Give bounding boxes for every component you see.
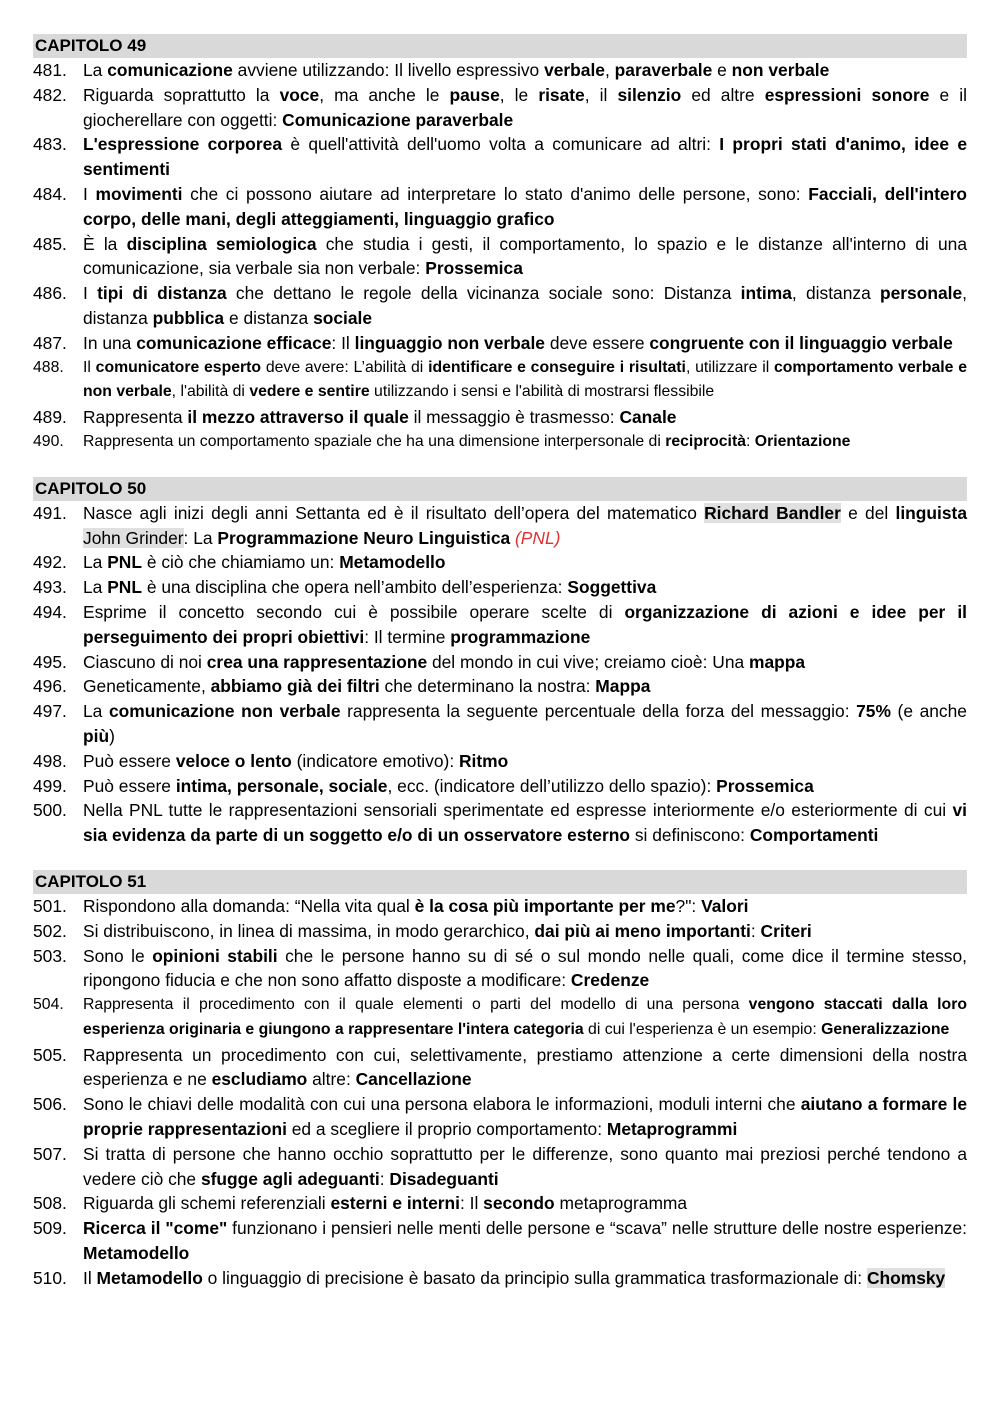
bold-text: Generalizzazione xyxy=(821,1020,950,1038)
item-text: La PNL è ciò che chiamiamo un: Metamodello xyxy=(83,552,446,573)
list-item xyxy=(33,281,967,331)
item-text: Il Metamodello o linguaggio di precisione è basato da principio sulla grammatica trasformazionale di: Chomsky xyxy=(83,1267,946,1288)
bold-text: crea una rappresentazione xyxy=(206,651,428,672)
item-text: L'espressione corporea è quell'attività dell'uomo volta a comunicare ad altri: I propri stati d'animo, idee e sentimenti xyxy=(83,134,967,180)
highlighted-name: Richard Bandler xyxy=(704,502,841,523)
bold-text: non verbale xyxy=(731,60,830,80)
bold-text: Soggettiva xyxy=(567,577,657,598)
item-text: Rappresenta il procedimento con il quale elementi o parti del modello di una persona vengono staccati dalla loro esperienza originaria e giungono a rappresentare l'intera categoria di cui l'esperienza è un esempio: Generalizzazione xyxy=(83,996,967,1038)
list-item xyxy=(33,1216,967,1266)
item-text: Sono le chiavi delle modalità con cui una persona elabora le informazioni, moduli interni che aiutano a formare le proprie rappresentazioni ed a scegliere il proprio comportamento: Metaprogrammi xyxy=(83,1094,967,1140)
item-text: Rappresenta un procedimento con cui, selettivamente, prestiamo attenzione a certe dimensioni della nostra esperienza e ne escludiamo altre: Cancellazione xyxy=(83,1044,967,1090)
item-text: Può essere veloce o lento (indicatore emotivo): Ritmo xyxy=(83,750,509,771)
bold-text: Facciali, dell'intero corpo, delle mani, degli atteggiamenti, linguaggio grafico xyxy=(83,183,967,229)
item-text: Si tratta di persone che hanno occhio soprattutto per le differenze, sono quanto mai preziosi perché tendono a vedere ciò che sfugge agli adeguanti: Disadeguanti xyxy=(83,1143,967,1189)
item-text: La comunicazione avviene utilizzando: Il livello espressivo verbale, paraverbale e non verbale xyxy=(83,60,830,80)
bold-text: linguaggio non verbale xyxy=(354,332,545,353)
list-item xyxy=(33,575,967,600)
list-item xyxy=(33,405,967,430)
bold-text: identificare e conseguire i risultati xyxy=(428,358,686,376)
bold-text: pubblica xyxy=(152,307,225,328)
list-item xyxy=(33,430,967,455)
bold-text: Mappa xyxy=(595,676,651,697)
item-number: 485. xyxy=(33,233,67,254)
bold-text: Metamodello xyxy=(96,1267,203,1288)
bold-text: Criteri xyxy=(760,920,812,941)
item-number: 510. xyxy=(33,1267,67,1288)
item-number: 495. xyxy=(33,651,67,672)
list-item xyxy=(33,232,967,282)
item-number: 488. xyxy=(33,358,64,376)
bold-text: comunicazione xyxy=(107,60,233,80)
list-item xyxy=(33,650,967,675)
list-item xyxy=(33,83,967,133)
bold-text: il mezzo attraverso il quale xyxy=(187,407,409,428)
bold-text: opinioni stabili xyxy=(152,945,278,966)
bold-text: Canale xyxy=(619,407,677,428)
item-text: Riguarda gli schemi referenziali esterni e interni: Il secondo metaprogramma xyxy=(83,1193,688,1214)
item-number: 497. xyxy=(33,701,67,722)
bold-text: verbale xyxy=(544,60,605,80)
item-number: 503. xyxy=(33,945,67,966)
bold-text: intima, personale, sociale xyxy=(175,775,388,796)
bold-text: Programmazione Neuro Linguistica xyxy=(217,527,511,548)
bold-text: Comunicazione paraverbale xyxy=(282,109,514,130)
chapter-section xyxy=(33,34,967,455)
list-item xyxy=(33,1266,967,1291)
item-text: Rappresenta il mezzo attraverso il quale il messaggio è trasmesso: Canale xyxy=(83,407,677,428)
list-item xyxy=(33,699,967,749)
item-number: 490. xyxy=(33,432,64,450)
bold-text: è la cosa più importante per me xyxy=(414,895,676,916)
item-text: Riguarda soprattutto la voce, ma anche le pause, le risate, il silenzio ed altre espressioni sonore e il giocherellare con oggetti: Comunicazione paraverbale xyxy=(83,84,968,130)
bold-text: personale xyxy=(880,283,963,304)
bold-text: Valori xyxy=(701,895,749,916)
item-number: 491. xyxy=(33,502,67,523)
bold-text: aiutano a formare le proprie rappresentazioni xyxy=(83,1094,967,1140)
bold-text: congruente con il linguaggio verbale xyxy=(649,332,953,353)
bold-text: L'espressione corporea xyxy=(83,134,282,155)
list-item xyxy=(33,1092,967,1142)
item-number: 487. xyxy=(33,332,67,353)
list-item xyxy=(33,944,967,994)
bold-text: Ricerca il "come" xyxy=(83,1218,228,1239)
bold-text: organizzazione di azioni e idee per il perseguimento dei propri obiettivi xyxy=(83,601,967,647)
list-item xyxy=(33,58,967,83)
item-number: 509. xyxy=(33,1218,67,1239)
bold-text: mappa xyxy=(749,651,806,672)
bold-text: 75% xyxy=(856,701,891,722)
list-item xyxy=(33,132,967,182)
bold-text: paraverbale xyxy=(614,60,713,80)
item-text: La PNL è una disciplina che opera nell’ambito dell’esperienza: Soggettiva xyxy=(83,577,657,598)
list-item xyxy=(33,919,967,944)
bold-text: PNL xyxy=(107,552,142,573)
list-item xyxy=(33,550,967,575)
item-text: Esprime il concetto secondo cui è possibile operare scelte di organizzazione di azioni e idee per il perseguimento dei propri obiettivi: Il termine programmazione xyxy=(83,601,967,647)
bold-text: dai più ai meno importanti xyxy=(534,920,751,941)
bold-text: esterni e interni xyxy=(330,1193,460,1214)
item-number: 492. xyxy=(33,552,67,573)
acronym-red: (PNL) xyxy=(515,527,561,548)
bold-text: pause xyxy=(449,84,500,105)
item-text: I movimenti che ci possono aiutare ad interpretare lo stato d'animo delle persone, sono: Facciali, dell'intero corpo, delle mani, degli atteggiamenti, linguaggio grafico xyxy=(83,183,967,229)
list-item xyxy=(33,182,967,232)
item-number: 498. xyxy=(33,750,67,771)
bold-text: Comportamenti xyxy=(749,825,879,846)
chapter-title: CAPITOLO 50 xyxy=(33,477,967,501)
item-text: In una comunicazione efficace: Il linguaggio non verbale deve essere congruente con il linguaggio verbale xyxy=(83,332,953,353)
list-item xyxy=(33,798,967,848)
item-text: Geneticamente, abbiamo già dei filtri che determinano la nostra: Mappa xyxy=(83,676,651,697)
list-item xyxy=(33,894,967,919)
item-number: 483. xyxy=(33,134,67,155)
item-number: 481. xyxy=(33,60,67,80)
item-number: 496. xyxy=(33,676,67,697)
list-item xyxy=(33,1191,967,1216)
bold-text: vengono staccati dalla loro esperienza originaria e giungono a rappresentare l'intera categoria xyxy=(83,996,967,1038)
chapter-title: CAPITOLO 51 xyxy=(33,870,967,894)
item-number: 504. xyxy=(33,996,64,1014)
bold-text: tipi di distanza xyxy=(97,283,227,304)
item-number: 501. xyxy=(33,895,67,916)
bold-text: silenzio xyxy=(617,84,682,105)
item-text: Rappresenta un comportamento spaziale che ha una dimensione interpersonale di reciprocità: Orientazione xyxy=(83,432,851,450)
bold-text: secondo xyxy=(483,1193,555,1214)
bold-text: comportamento verbale e non verbale xyxy=(83,358,967,401)
list-item xyxy=(33,1142,967,1192)
item-number: 507. xyxy=(33,1143,67,1164)
list-item xyxy=(33,1043,967,1093)
item-text: Si distribuiscono, in linea di massima, in modo gerarchico, dai più ai meno importanti: Criteri xyxy=(83,920,812,941)
item-number: 502. xyxy=(33,920,67,941)
item-text: Nella PNL tutte le rappresentazioni sensoriali sperimentate ed espresse interiormente e/o esteriormente di cui vi sia evidenza da parte di un soggetto e/o di un osservatore esterno si definiscono: Comportamenti xyxy=(83,800,967,846)
bold-text: Disadeguanti xyxy=(389,1168,499,1189)
item-number: 486. xyxy=(33,283,67,304)
bold-text: vedere e sentire xyxy=(249,383,370,401)
highlighted-name: Chomsky xyxy=(866,1267,946,1288)
bold-text: PNL xyxy=(107,577,142,598)
bold-text: I propri stati d'animo, idee e sentimenti xyxy=(83,134,967,180)
bold-text: Metamodello xyxy=(339,552,446,573)
list-item xyxy=(33,674,967,699)
bold-text: Credenze xyxy=(570,970,650,991)
item-number: 505. xyxy=(33,1044,67,1065)
bold-text: sociale xyxy=(313,307,373,328)
bold-text: espressioni sonore xyxy=(764,84,930,105)
list-item xyxy=(33,600,967,650)
item-text: I tipi di distanza che dettano le regole della vicinanza sociale sono: Distanza intima, distanza personale, distanza pubblica e distanza sociale xyxy=(83,283,967,328)
item-text: Nasce agli inizi degli anni Settanta ed è il risultato dell’opera del matematico Richard Bandler e del linguista John Grinder: La Programmazione Neuro Linguistica (PNL) xyxy=(83,502,968,548)
bold-text: sfugge agli adeguanti xyxy=(200,1168,380,1189)
list-item xyxy=(33,774,967,799)
item-number: 484. xyxy=(33,183,67,204)
bold-text: Metamodello xyxy=(83,1243,190,1264)
bold-text: comunicatore esperto xyxy=(95,358,262,376)
item-number: 489. xyxy=(33,407,67,428)
item-text: Ricerca il "come" funzionano i pensieri nelle menti delle persone e “scava” nelle strutture delle nostre esperienze: Metamodello xyxy=(83,1218,968,1264)
highlighted-name: John Grinder xyxy=(83,527,184,548)
item-number: 500. xyxy=(33,800,67,821)
bold-text: veloce o lento xyxy=(175,750,292,771)
item-number: 493. xyxy=(33,577,67,598)
bold-text: Cancellazione xyxy=(355,1069,472,1090)
bold-text: Prossemica xyxy=(716,775,814,796)
bold-text: escludiamo xyxy=(211,1069,308,1090)
bold-text: più xyxy=(83,725,110,746)
bold-text: intima xyxy=(740,283,792,304)
item-text: Sono le opinioni stabili che le persone hanno su di sé o sul mondo nelle quali, come dice il termine stesso, ripongono fiducia e che non sono affatto disposte a modificare: Credenze xyxy=(83,945,967,991)
list-item xyxy=(33,331,967,356)
chapter-title: CAPITOLO 49 xyxy=(33,34,967,58)
document-page xyxy=(33,34,967,1313)
item-text: Ciascuno di noi crea una rappresentazione del mondo in cui vive; creiamo cioè: Una mappa xyxy=(83,651,806,672)
item-text: È la disciplina semiologica che studia i gesti, il comportamento, lo spazio e le distanze all'interno di una comunicazione, sia verbale sia non verbale: Prossemica xyxy=(83,233,967,279)
bold-text: abbiamo già dei filtri xyxy=(210,676,380,697)
bold-text: risate xyxy=(538,84,585,105)
bold-text: comunicazione non verbale xyxy=(108,701,341,722)
bold-text: linguista xyxy=(895,502,968,523)
item-text: La comunicazione non verbale rappresenta la seguente percentuale della forza del messaggio: 75% (e anche più) xyxy=(83,701,967,746)
bold-text: reciprocità xyxy=(665,432,746,450)
bold-text: programmazione xyxy=(450,626,591,647)
item-number: 506. xyxy=(33,1094,67,1115)
chapter-section xyxy=(33,870,967,1291)
list-item xyxy=(33,993,967,1043)
bold-text: movimenti xyxy=(95,183,183,204)
bold-text: Orientazione xyxy=(754,432,851,450)
item-text: Il comunicatore esperto deve avere: L’abilità di identificare e conseguire i risultati, utilizzare il comportamento verbale e non verbale, l'abilità di vedere e sentire utilizzando i sensi e l'abilità di mostrarsi flessibile xyxy=(83,358,967,401)
item-number: 482. xyxy=(33,84,67,105)
bold-text: comunicazione efficace xyxy=(136,332,332,353)
list-item xyxy=(33,501,967,551)
item-number: 508. xyxy=(33,1193,67,1214)
item-text: Rispondono alla domanda: “Nella vita qual è la cosa più importante per me?": Valori xyxy=(83,895,749,916)
list-item xyxy=(33,356,967,406)
bold-text: Metaprogrammi xyxy=(606,1119,738,1140)
bold-text: Ritmo xyxy=(459,750,509,771)
item-text: Può essere intima, personale, sociale, ecc. (indicatore dell’utilizzo dello spazio): Prossemica xyxy=(83,775,814,796)
item-number: 499. xyxy=(33,775,67,796)
item-number: 494. xyxy=(33,601,67,622)
bold-text: Prossemica xyxy=(425,258,523,279)
bold-text: disciplina semiologica xyxy=(126,233,317,254)
chapter-section xyxy=(33,477,967,848)
bold-text: voce xyxy=(279,84,320,105)
list-item xyxy=(33,749,967,774)
bold-text: vi sia evidenza da parte di un soggetto e/o di un osservatore esterno xyxy=(83,800,967,846)
